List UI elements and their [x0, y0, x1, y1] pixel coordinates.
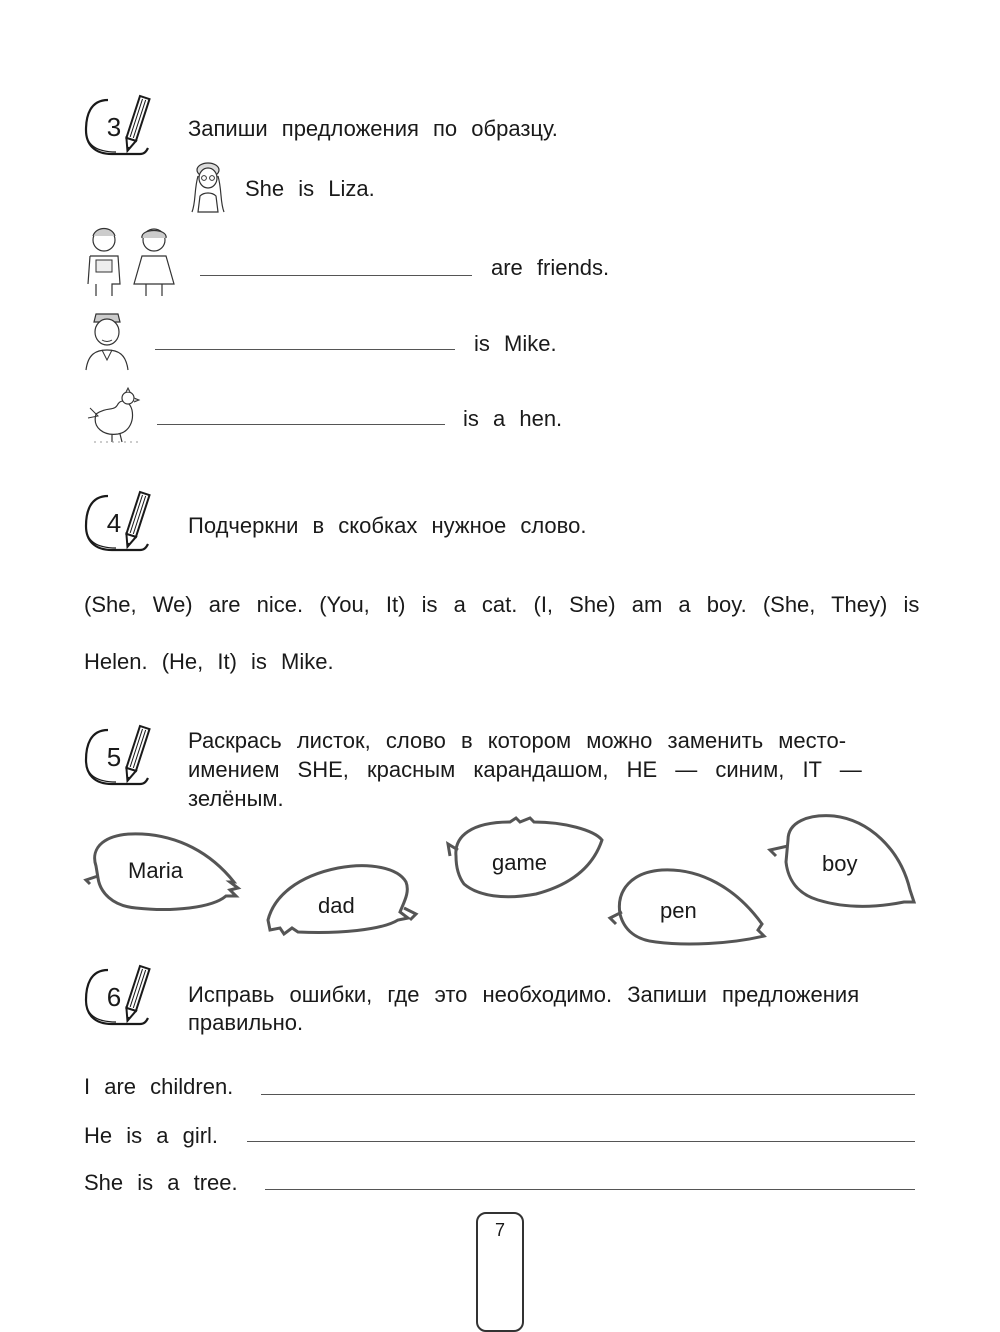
leaf-word: game [492, 850, 548, 875]
girl-portrait-icon [188, 156, 228, 214]
example-sentence: She is Liza. [245, 176, 375, 201]
answer-line[interactable] [247, 1141, 915, 1142]
exercise-6-badge [82, 962, 162, 1032]
exercise-6-instruction: правильно. [188, 1010, 304, 1035]
exercise-5-badge [82, 722, 162, 792]
leaf-word: boy [822, 851, 858, 876]
incorrect-sentence: I are children. [84, 1074, 234, 1099]
exercise-4-text-line: Helen. (He, It) is Mike. [84, 649, 334, 674]
page-number: 7 [494, 1220, 505, 1240]
leaf-word: dad [318, 893, 355, 918]
exercise-number: 3 [106, 112, 122, 142]
page-number-tab [476, 1212, 524, 1332]
hen-icon [82, 384, 142, 446]
answer-line[interactable] [157, 424, 445, 425]
leaf-word: Maria [128, 858, 184, 883]
exercise-number: 4 [106, 508, 122, 538]
exercise-4-instruction: Подчеркни в скобках нужное слово. [188, 513, 587, 538]
exercise-4-badge [82, 488, 162, 558]
exercise-6-instruction: Исправь ошибки, где это необходимо. Запиши предложения [188, 982, 860, 1007]
exercise-number: 6 [106, 982, 122, 1012]
exercise-5-instruction: Раскрась листок, слово в котором можно заменить место- [188, 728, 847, 753]
man-portrait-icon [82, 306, 132, 372]
exercise-5-instruction: имением SHE, красным карандашом, HE — синим, IT — [188, 757, 862, 782]
incorrect-sentence: She is a tree. [84, 1170, 238, 1195]
exercise-4-text-line: (She, We) are nice. (You, It) is a cat. (I, She) am a boy. (She, They) is [84, 592, 920, 617]
sentence-ending: are friends. [491, 255, 610, 280]
exercise-number: 5 [106, 742, 122, 772]
exercise-3-instruction: Запиши предложения по образцу. [188, 116, 558, 141]
boy-and-girl-icon [82, 222, 182, 298]
answer-line[interactable] [261, 1094, 915, 1095]
leaf-word: pen [660, 898, 697, 923]
answer-line[interactable] [200, 275, 472, 276]
answer-line[interactable] [155, 349, 455, 350]
exercise-3-badge [82, 92, 162, 162]
sentence-ending: is Mike. [474, 331, 557, 356]
incorrect-sentence: He is a girl. [84, 1123, 219, 1148]
answer-line[interactable] [265, 1189, 915, 1190]
exercise-5-instruction: зелёным. [188, 786, 284, 811]
sentence-ending: is a hen. [463, 406, 563, 431]
